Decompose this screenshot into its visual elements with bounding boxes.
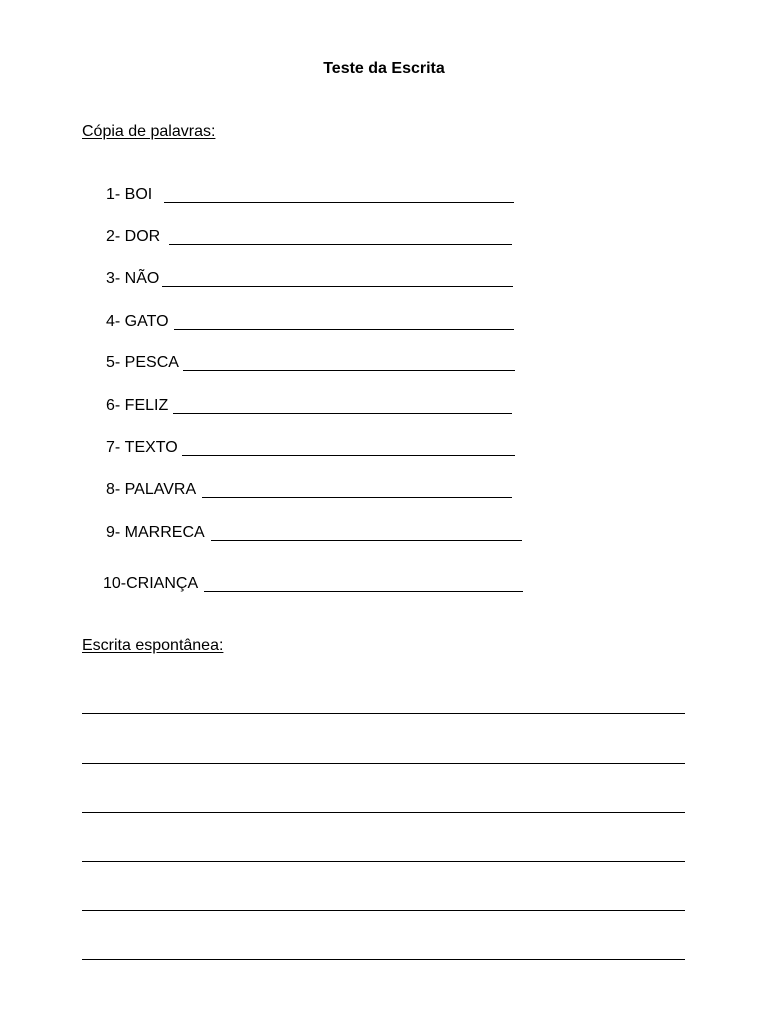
spontaneous-writing-line[interactable] [82, 910, 685, 911]
word-number: 10- [103, 575, 127, 592]
copy-blank-line[interactable] [162, 272, 513, 287]
word-label: GATO [124, 313, 169, 330]
word-row-1 [106, 186, 514, 204]
word-label: PALAVRA [124, 481, 197, 498]
copy-section-heading: Cópia de palavras: [82, 123, 216, 140]
word-number: 3- [106, 270, 125, 287]
copy-blank-line[interactable] [182, 441, 515, 456]
spontaneous-writing-line[interactable] [82, 959, 685, 960]
word-number: 1- [106, 186, 125, 203]
page-title: Teste da Escrita [323, 60, 445, 77]
copy-blank-line[interactable] [174, 315, 514, 330]
spontaneous-writing-line[interactable] [82, 713, 685, 714]
word-label: NÃO [124, 270, 160, 287]
spontaneous-section-heading: Escrita espontânea: [82, 637, 224, 654]
word-number: 7- [106, 439, 125, 456]
copy-blank-line[interactable] [211, 526, 522, 541]
word-row-10 [103, 575, 523, 593]
word-row-8 [106, 481, 512, 499]
word-number: 9- [106, 524, 125, 541]
word-label: BOI [124, 186, 153, 203]
word-row-7 [106, 439, 515, 457]
word-row-2 [106, 228, 512, 246]
spontaneous-writing-line[interactable] [82, 861, 685, 862]
copy-blank-line[interactable] [204, 577, 523, 592]
word-row-9 [106, 524, 522, 542]
copy-blank-line[interactable] [202, 483, 512, 498]
word-row-4 [106, 313, 514, 331]
word-label: PESCA [124, 354, 179, 371]
word-label: DOR [124, 228, 161, 245]
copy-blank-line[interactable] [183, 356, 515, 371]
word-number: 5- [106, 354, 125, 371]
word-row-6 [106, 397, 512, 415]
word-label: MARRECA [124, 524, 205, 541]
word-label: CRIANÇA [126, 575, 199, 592]
word-label: TEXTO [124, 439, 178, 456]
copy-blank-line[interactable] [164, 188, 514, 203]
word-row-5 [106, 354, 515, 372]
word-label: FELIZ [124, 397, 169, 414]
spontaneous-writing-line[interactable] [82, 812, 685, 813]
spontaneous-writing-line[interactable] [82, 763, 685, 764]
word-number: 6- [106, 397, 125, 414]
word-number: 8- [106, 481, 125, 498]
copy-blank-line[interactable] [169, 230, 512, 245]
copy-blank-line[interactable] [173, 399, 512, 414]
word-number: 2- [106, 228, 125, 245]
word-number: 4- [106, 313, 125, 330]
word-row-3 [106, 270, 513, 288]
